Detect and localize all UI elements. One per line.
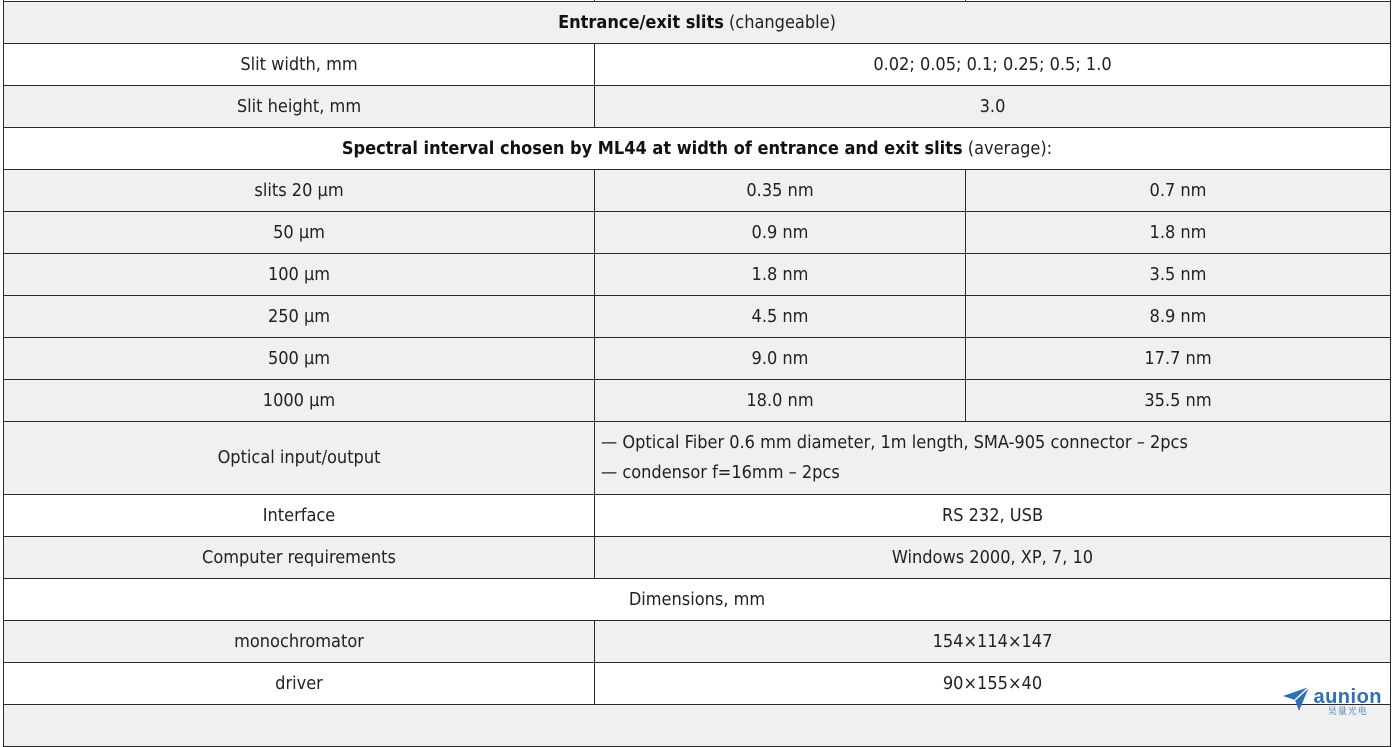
spec-table: [3, 0, 1391, 747]
table-row-spectral: [4, 338, 1391, 380]
slit-height-label: Slit height, mm: [4, 86, 595, 128]
optical-line-condensor: — condensor f=16mm – 2pcs: [601, 462, 840, 483]
spectral-heading-bold: Spectral interval chosen by ML44 at width of entrance and exit slits: [341, 137, 963, 159]
spectral-value-b: 3.5 nm: [966, 254, 1391, 296]
table-row-spectral: [4, 254, 1391, 296]
dimensions-heading: Dimensions, mm: [4, 579, 1391, 621]
table-row-driver: [4, 663, 1391, 705]
table-row-spectral: [4, 212, 1391, 254]
slits-heading-note: (changeable): [723, 11, 836, 33]
spectral-label: 100 µm: [4, 254, 595, 296]
table-row-spectral: [4, 296, 1391, 338]
logo-subtitle: 昊量光电: [1327, 706, 1368, 717]
slits-heading-bold: Entrance/exit slits: [558, 11, 724, 33]
spectral-label: 50 µm: [4, 212, 595, 254]
spectral-value-b: 8.9 nm: [966, 296, 1391, 338]
table-row-optical: [4, 422, 1391, 495]
table-row-interface: [4, 495, 1391, 537]
section-heading-spectral: [4, 128, 1391, 170]
slit-width-label: Slit width, mm: [4, 44, 595, 86]
optical-label: Optical input/output: [4, 422, 595, 495]
section-heading-slits: [4, 2, 1391, 44]
table-row-bottom-cut: [4, 705, 1391, 747]
spectral-label: slits 20 µm: [4, 170, 595, 212]
slit-height-value: 3.0: [595, 86, 1391, 128]
spectral-label: 500 µm: [4, 338, 595, 380]
spectral-value-b: 1.8 nm: [966, 212, 1391, 254]
spectral-label: 1000 µm: [4, 380, 595, 422]
section-heading-dimensions: [4, 579, 1391, 621]
spectral-value-a: 1.8 nm: [595, 254, 966, 296]
interface-label: Interface: [4, 495, 595, 537]
spectral-value-a: 4.5 nm: [595, 296, 966, 338]
interface-value: RS 232, USB: [595, 495, 1391, 537]
driver-label: driver: [4, 663, 595, 705]
spectral-value-a: 0.9 nm: [595, 212, 966, 254]
aunion-logo: [1282, 686, 1382, 717]
spectral-heading-note: (average):: [962, 137, 1053, 159]
spectral-value-a: 9.0 nm: [595, 338, 966, 380]
spectral-label: 250 µm: [4, 296, 595, 338]
driver-value: 90×155×40: [595, 663, 1391, 705]
computer-value: Windows 2000, XP, 7, 10: [595, 537, 1391, 579]
table-row-slit-width: [4, 44, 1391, 86]
table-row-slit-height: [4, 86, 1391, 128]
optical-value: [595, 422, 1391, 495]
paper-plane-icon: [1282, 686, 1310, 717]
spectral-value-a: 0.35 nm: [595, 170, 966, 212]
slit-width-value: 0.02; 0.05; 0.1; 0.25; 0.5; 1.0: [595, 44, 1391, 86]
spectral-value-a: 18.0 nm: [595, 380, 966, 422]
table-row-computer: [4, 537, 1391, 579]
table-row-monochromator: [4, 621, 1391, 663]
spectral-value-b: 17.7 nm: [966, 338, 1391, 380]
table-row-spectral: [4, 170, 1391, 212]
spectral-value-b: 35.5 nm: [966, 380, 1391, 422]
logo-brand: aunion: [1313, 685, 1382, 708]
table-row-spectral: [4, 380, 1391, 422]
computer-label: Computer requirements: [4, 537, 595, 579]
spectral-value-b: 0.7 nm: [966, 170, 1391, 212]
monochromator-value: 154×114×147: [595, 621, 1391, 663]
optical-line-fiber: — Optical Fiber 0.6 mm diameter, 1m length, SMA-905 connector – 2pcs: [601, 432, 1188, 453]
monochromator-label: monochromator: [4, 621, 595, 663]
